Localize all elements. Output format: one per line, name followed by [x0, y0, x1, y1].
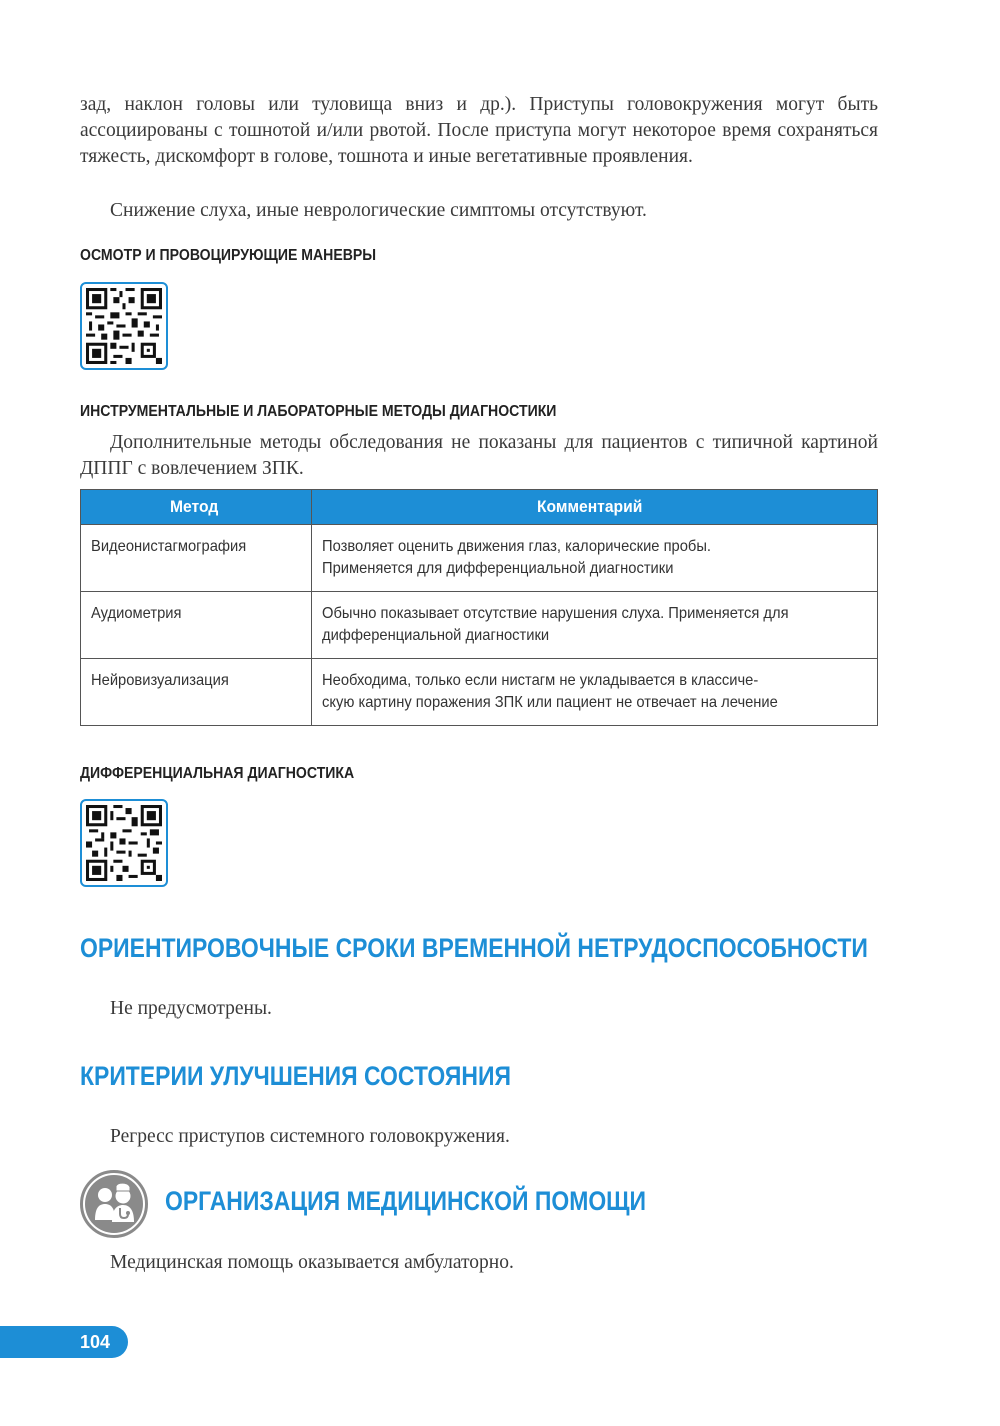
section-heading-instrumental: ИНСТРУМЕНТАЛЬНЫЕ И ЛАБОРАТОРНЫЕ МЕТОДЫ ДИАГНОСТИКИ	[80, 403, 557, 420]
table-cell-method: Видеонистагмография	[81, 525, 312, 592]
section-heading-differential: ДИФФЕРЕНЦИАЛЬНАЯ ДИАГНОСТИКА	[80, 765, 355, 782]
medical-staff-glyph	[84, 1174, 144, 1234]
table-cell-method: Нейровизуализация	[81, 659, 312, 726]
table-row	[81, 525, 878, 592]
table-cell-comment: Обычно показывает отсутствие нарушения слуха. Применяется для дифференциальной диагностики	[312, 592, 878, 659]
section-heading-organization: ОРГАНИЗАЦИЯ МЕДИЦИНСКОЙ ПОМОЩИ	[165, 1186, 647, 1216]
table-row	[81, 659, 878, 726]
intro-paragraph-hearing: Снижение слуха, иные неврологические симптомы отсутствуют.	[110, 200, 647, 221]
table-header-row	[81, 490, 878, 525]
instrumental-paragraph: Дополнительные методы обследования не показаны для пациентов с типичной картиной ДППГ с вовлечением ЗПК.	[80, 432, 878, 479]
improvement-text: Регресс приступов системного головокружения.	[110, 1126, 510, 1147]
table-cell-comment: Позволяет оценить движения глаз, калорические пробы. Применяется для дифференциальной диагностики	[312, 525, 878, 592]
organization-text: Медицинская помощь оказывается амбулаторно.	[110, 1252, 514, 1273]
table-row	[81, 592, 878, 659]
qr-code-icon[interactable]	[80, 799, 168, 887]
qr-code-icon[interactable]	[80, 282, 168, 370]
table-cell-comment: Необходима, только если нистагм не укладывается в классиче- скую картину поражения ЗПК или пациент не отвечает на лечение	[312, 659, 878, 726]
section-heading-improvement: КРИТЕРИИ УЛУЧШЕНИЯ СОСТОЯНИЯ	[80, 1061, 511, 1091]
intro-paragraph: зад, наклон головы или туловища вниз и др.). Приступы головокружения могут быть ассоциированы с тошнотой и/или рвотой. После приступа могут некоторое время сохраняться тяжесть, дискомфорт в голове, тошнота и иные вегетативные проявления.	[80, 94, 878, 167]
qr-pattern	[86, 288, 162, 364]
table-header-comment: Комментарий	[312, 490, 878, 525]
section-heading-disability: ОРИЕНТИРОВОЧНЫЕ СРОКИ ВРЕМЕННОЙ НЕТРУДОСПОСОБНОСТИ	[80, 933, 868, 963]
disability-text: Не предусмотрены.	[110, 998, 272, 1019]
section-heading-exam: ОСМОТР И ПРОВОЦИРУЮЩИЕ МАНЕВРЫ	[80, 247, 377, 264]
methods-table	[80, 489, 878, 726]
qr-pattern	[86, 805, 162, 881]
table-cell-method: Аудиометрия	[81, 592, 312, 659]
medical-staff-icon	[80, 1170, 148, 1238]
table-header-method: Метод	[81, 490, 312, 525]
page-number: 104	[0, 1326, 128, 1358]
